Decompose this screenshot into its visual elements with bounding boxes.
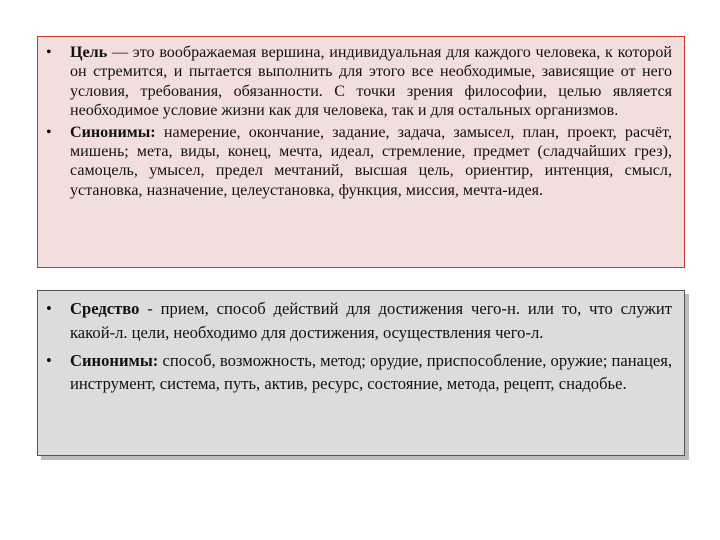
goal-synonyms-item — [46, 123, 672, 201]
goal-bullet-list — [46, 43, 672, 200]
bullet-icon: • — [46, 123, 52, 141]
goal-synonyms-text: намерение, окончание, задание, задача, замысел, план, проект, расчёт, мишень; мета, виды, конец, мечта, идеал, стремление, предмет (сладчайших грез), самоцель, умысел, предел мечтаний, высшая цель, ориентир, интенция, смысл, установка, назначение, целеустановка, функция, миссия, мечта-идея. — [70, 123, 672, 199]
goal-definition-text: — это воображаемая вершина, индивидуальная для каждого человека, к которой он стремится, и пытается выполнить для этого все необходимые, зависящие от него условия, требования, обязанности. С точки зрения философии, целью является необходимое условие жизни как для человека, так и для остальных организмов. — [70, 44, 672, 120]
means-definition-text: - прием, способ действий для достижения чего-н. или то, что служит какой-л. цели, необходимо для достижения, осуществления чего-л. — [70, 299, 672, 342]
means-synonyms-item — [46, 349, 672, 397]
bullet-icon: • — [46, 350, 52, 370]
means-definition-item — [46, 297, 672, 345]
goal-definition-item — [46, 43, 672, 121]
goal-definition-box — [37, 36, 685, 268]
means-term: Средство — [70, 299, 140, 318]
means-synonyms-term: Синонимы: — [70, 350, 159, 370]
means-bullet-list — [46, 297, 672, 396]
bullet-icon: • — [46, 44, 52, 61]
means-definition-box — [37, 290, 685, 456]
bullet-icon: • — [46, 299, 52, 318]
means-synonyms-text: способ, возможность, метод; орудие, приспособление, оружие; панацея, инструмент, система, путь, актив, ресурс, состояние, метода, рецепт, снадобье. — [70, 350, 672, 394]
goal-term: Цель — [70, 44, 108, 61]
goal-synonyms-term: Синонимы: — [70, 123, 156, 141]
